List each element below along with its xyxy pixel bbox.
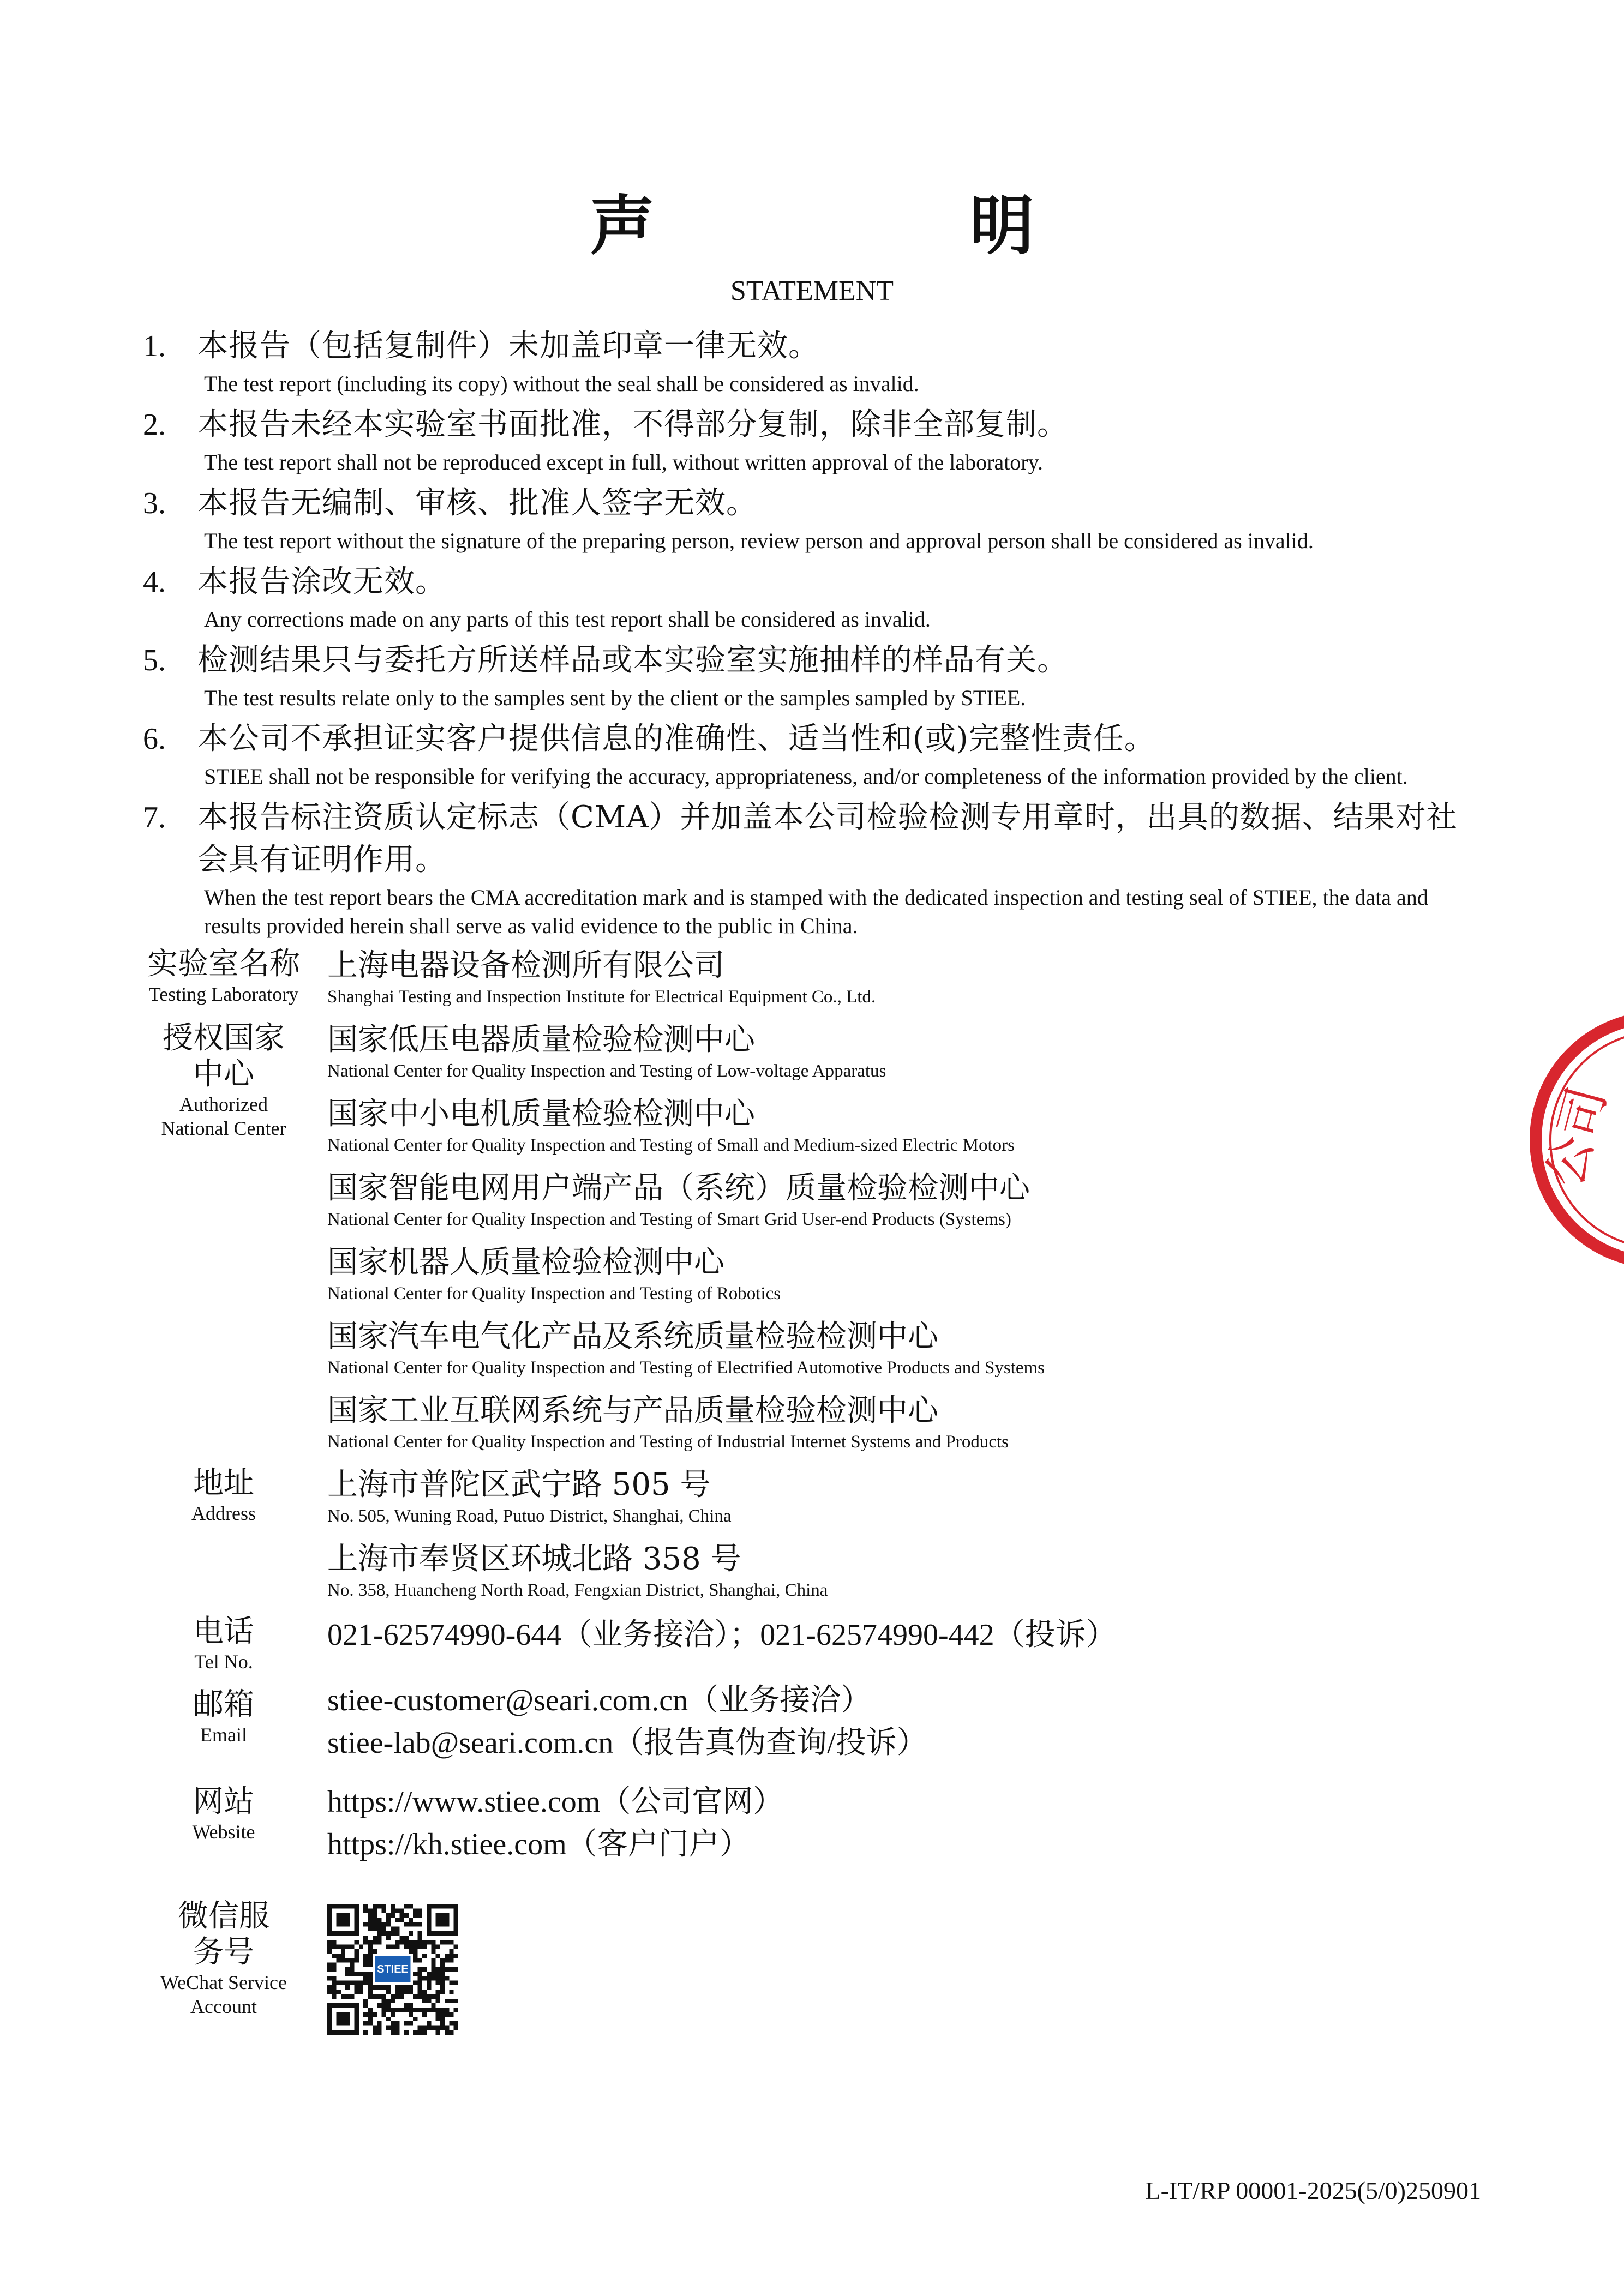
center-name-zh: 国家机器人质量检验检测中心 [327,1245,724,1280]
email-link[interactable]: stiee-customer@seari.com.cn（业务接洽） [327,1684,872,1717]
document-code: L-IT/RP 00001-2025(5/0)250901 [1145,2177,1481,2204]
email-link[interactable]: stiee-lab@seari.com.cn（报告真伪查询/投诉） [327,1726,927,1760]
company-seal-stamp [1527,1009,1624,1271]
seal-text: 公司 [1535,1080,1617,1193]
tel-label-zh: 电话 [193,1614,254,1649]
website-row [136,1781,1500,1866]
wechat-values [327,1898,1500,2035]
address-label-en: Address [191,1502,256,1524]
centers-label-zh: 授权国家中心 [163,1020,285,1092]
page-title: 声 明 [590,188,1160,263]
statement-text-en: STIEE shall not be responsible for verifying the accuracy, appropriateness, and/or completeness of the information provided by the client. [204,764,1408,789]
statement-text-zh: 本报告涂改无效。 [197,564,446,599]
tel-label [136,1614,311,1674]
wechat-label-zh: 微信服务号 [178,1898,269,1970]
statement-text-zh: 检测结果只与委托方所送样品或本实验室实施抽样的样品有关。 [197,642,1068,678]
statement-list [143,325,1485,946]
lab-label-en: Testing Laboratory [148,983,299,1005]
statement-text-zh: 本报告标注资质认定标志（CMA）并加盖本公司检验检测专用章时，出具的数据、结果对社会具有证明作用。 [197,800,1458,877]
website-label-en: Website [192,1821,255,1843]
lab-values [327,946,1500,1020]
website-label-zh: 网站 [193,1784,254,1819]
center-name-en: National Center for Quality Inspection and Testing of Low-voltage Apparatus [327,1061,886,1081]
website-link[interactable]: https://kh.stiee.com（客户门户） [327,1828,750,1861]
statement-text-en: The test report without the signature of the preparing person, review person and approval person shall be considered as invalid. [204,528,1314,553]
statement-number: 2. [143,408,166,442]
email-label-zh: 邮箱 [193,1687,254,1722]
center-name-zh: 国家中小电机质量检验检测中心 [327,1096,755,1132]
wechat-label-en: WeChat Service Account [160,1972,287,2017]
center-name-en: National Center for Quality Inspection and Testing of Small and Medium-sized Electric Motors [327,1135,1015,1155]
statement-text-en: The test report (including its copy) without the seal shall be considered as invalid. [204,371,919,396]
statement-item [143,482,1485,555]
center-name-en: National Center for Quality Inspection and Testing of Industrial Internet Systems and Products [327,1432,1009,1452]
center-name-zh: 国家低压电器质量检验检测中心 [327,1022,755,1057]
address-values [327,1465,1500,1614]
address-zh: 上海市普陀区武宁路 505 号 [327,1467,711,1502]
statement-text-en: When the test report bears the CMA accreditation mark and is stamped with the dedicated inspection and testing seal of STIEE, the data and results provided herein shall serve as valid evidence to the public in China. [204,885,1428,938]
centers-label-en: Authorized National Center [161,1093,286,1139]
lab-label [136,946,311,1020]
statement-text-en: The test report shall not be reproduced except in full, without written approval of the laboratory. [204,450,1044,474]
statement-item [143,325,1485,398]
email-values [327,1679,1500,1764]
statement-number: 7. [143,801,166,834]
center-name-en: National Center for Quality Inspection and Testing of Smart Grid User-end Products (Systems) [327,1210,1011,1229]
statement-number: 1. [143,329,166,363]
website-label [136,1781,311,1866]
statement-number: 4. [143,565,166,599]
tel-values [327,1614,1500,1674]
wechat-qr-code-icon[interactable] [327,1904,458,2035]
lab-name-en: Shanghai Testing and Inspection Institute for Electrical Equipment Co., Ltd. [327,987,876,1007]
wechat-label [136,1898,311,2035]
website-values [327,1781,1500,1866]
centers-label [136,1020,311,1465]
statement-text-zh: 本报告未经本实验室书面批准，不得部分复制，除非全部复制。 [197,407,1068,442]
statement-item [143,561,1485,634]
lab-label-zh: 实验室名称 [147,946,300,982]
qr-logo-text: STIEE [377,1963,409,1975]
statement-text-en: The test results relate only to the samples sent by the client or the samples sampled by STIEE. [204,686,1026,710]
statement-text-zh: 本公司不承担证实客户提供信息的准确性、适当性和(或)完整性责任。 [197,721,1155,756]
center-name-en: National Center for Quality Inspection and Testing of Robotics [327,1284,781,1303]
center-name-en: National Center for Quality Inspection and Testing of Electrified Automotive Products and Systems [327,1358,1045,1378]
email-row [136,1679,1500,1764]
page-subtitle: STATEMENT [730,275,894,306]
wechat-row [136,1898,1500,2035]
lab-info [136,946,1500,2035]
address-label-zh: 地址 [193,1465,254,1501]
statement-number: 3. [143,486,166,520]
centers-values [327,1020,1500,1465]
tel-number[interactable]: 021-62574990-644（业务接洽）；021-62574990-442（投诉） [327,1618,1117,1652]
center-name-zh: 国家工业互联网系统与产品质量检验检测中心 [327,1393,938,1428]
statement-item [143,639,1485,712]
lab-name-zh: 上海电器设备检测所有限公司 [327,948,724,983]
tel-row [136,1614,1500,1674]
address-en: No. 505, Wuning Road, Putuo District, Shanghai, China [327,1506,732,1526]
tel-label-en: Tel No. [194,1651,253,1673]
lab-name-row [136,946,1500,1020]
address-label [136,1465,311,1614]
address-zh: 上海市奉贤区环城北路 358 号 [327,1541,741,1577]
statement-item [143,404,1485,477]
statement-text-zh: 本报告无编制、审核、批准人签字无效。 [197,485,757,521]
statement-number: 5. [143,644,166,677]
email-label-en: Email [200,1724,247,1746]
statement-text-zh: 本报告（包括复制件）未加盖印章一律无效。 [197,328,819,364]
centers-row [136,1020,1500,1465]
statement-item [143,796,1485,940]
statement-number: 6. [143,722,166,756]
center-name-zh: 国家汽车电气化产品及系统质量检验检测中心 [327,1319,938,1354]
address-en: No. 358, Huancheng North Road, Fengxian District, Shanghai, China [327,1580,828,1600]
statement-text-en: Any corrections made on any parts of this test report shall be considered as invalid. [204,607,931,632]
statement-item [143,718,1485,791]
website-link[interactable]: https://www.stiee.com（公司官网） [327,1785,784,1819]
address-row [136,1465,1500,1614]
center-name-zh: 国家智能电网用户端产品（系统）质量检验检测中心 [327,1170,1030,1206]
email-label [136,1679,311,1764]
